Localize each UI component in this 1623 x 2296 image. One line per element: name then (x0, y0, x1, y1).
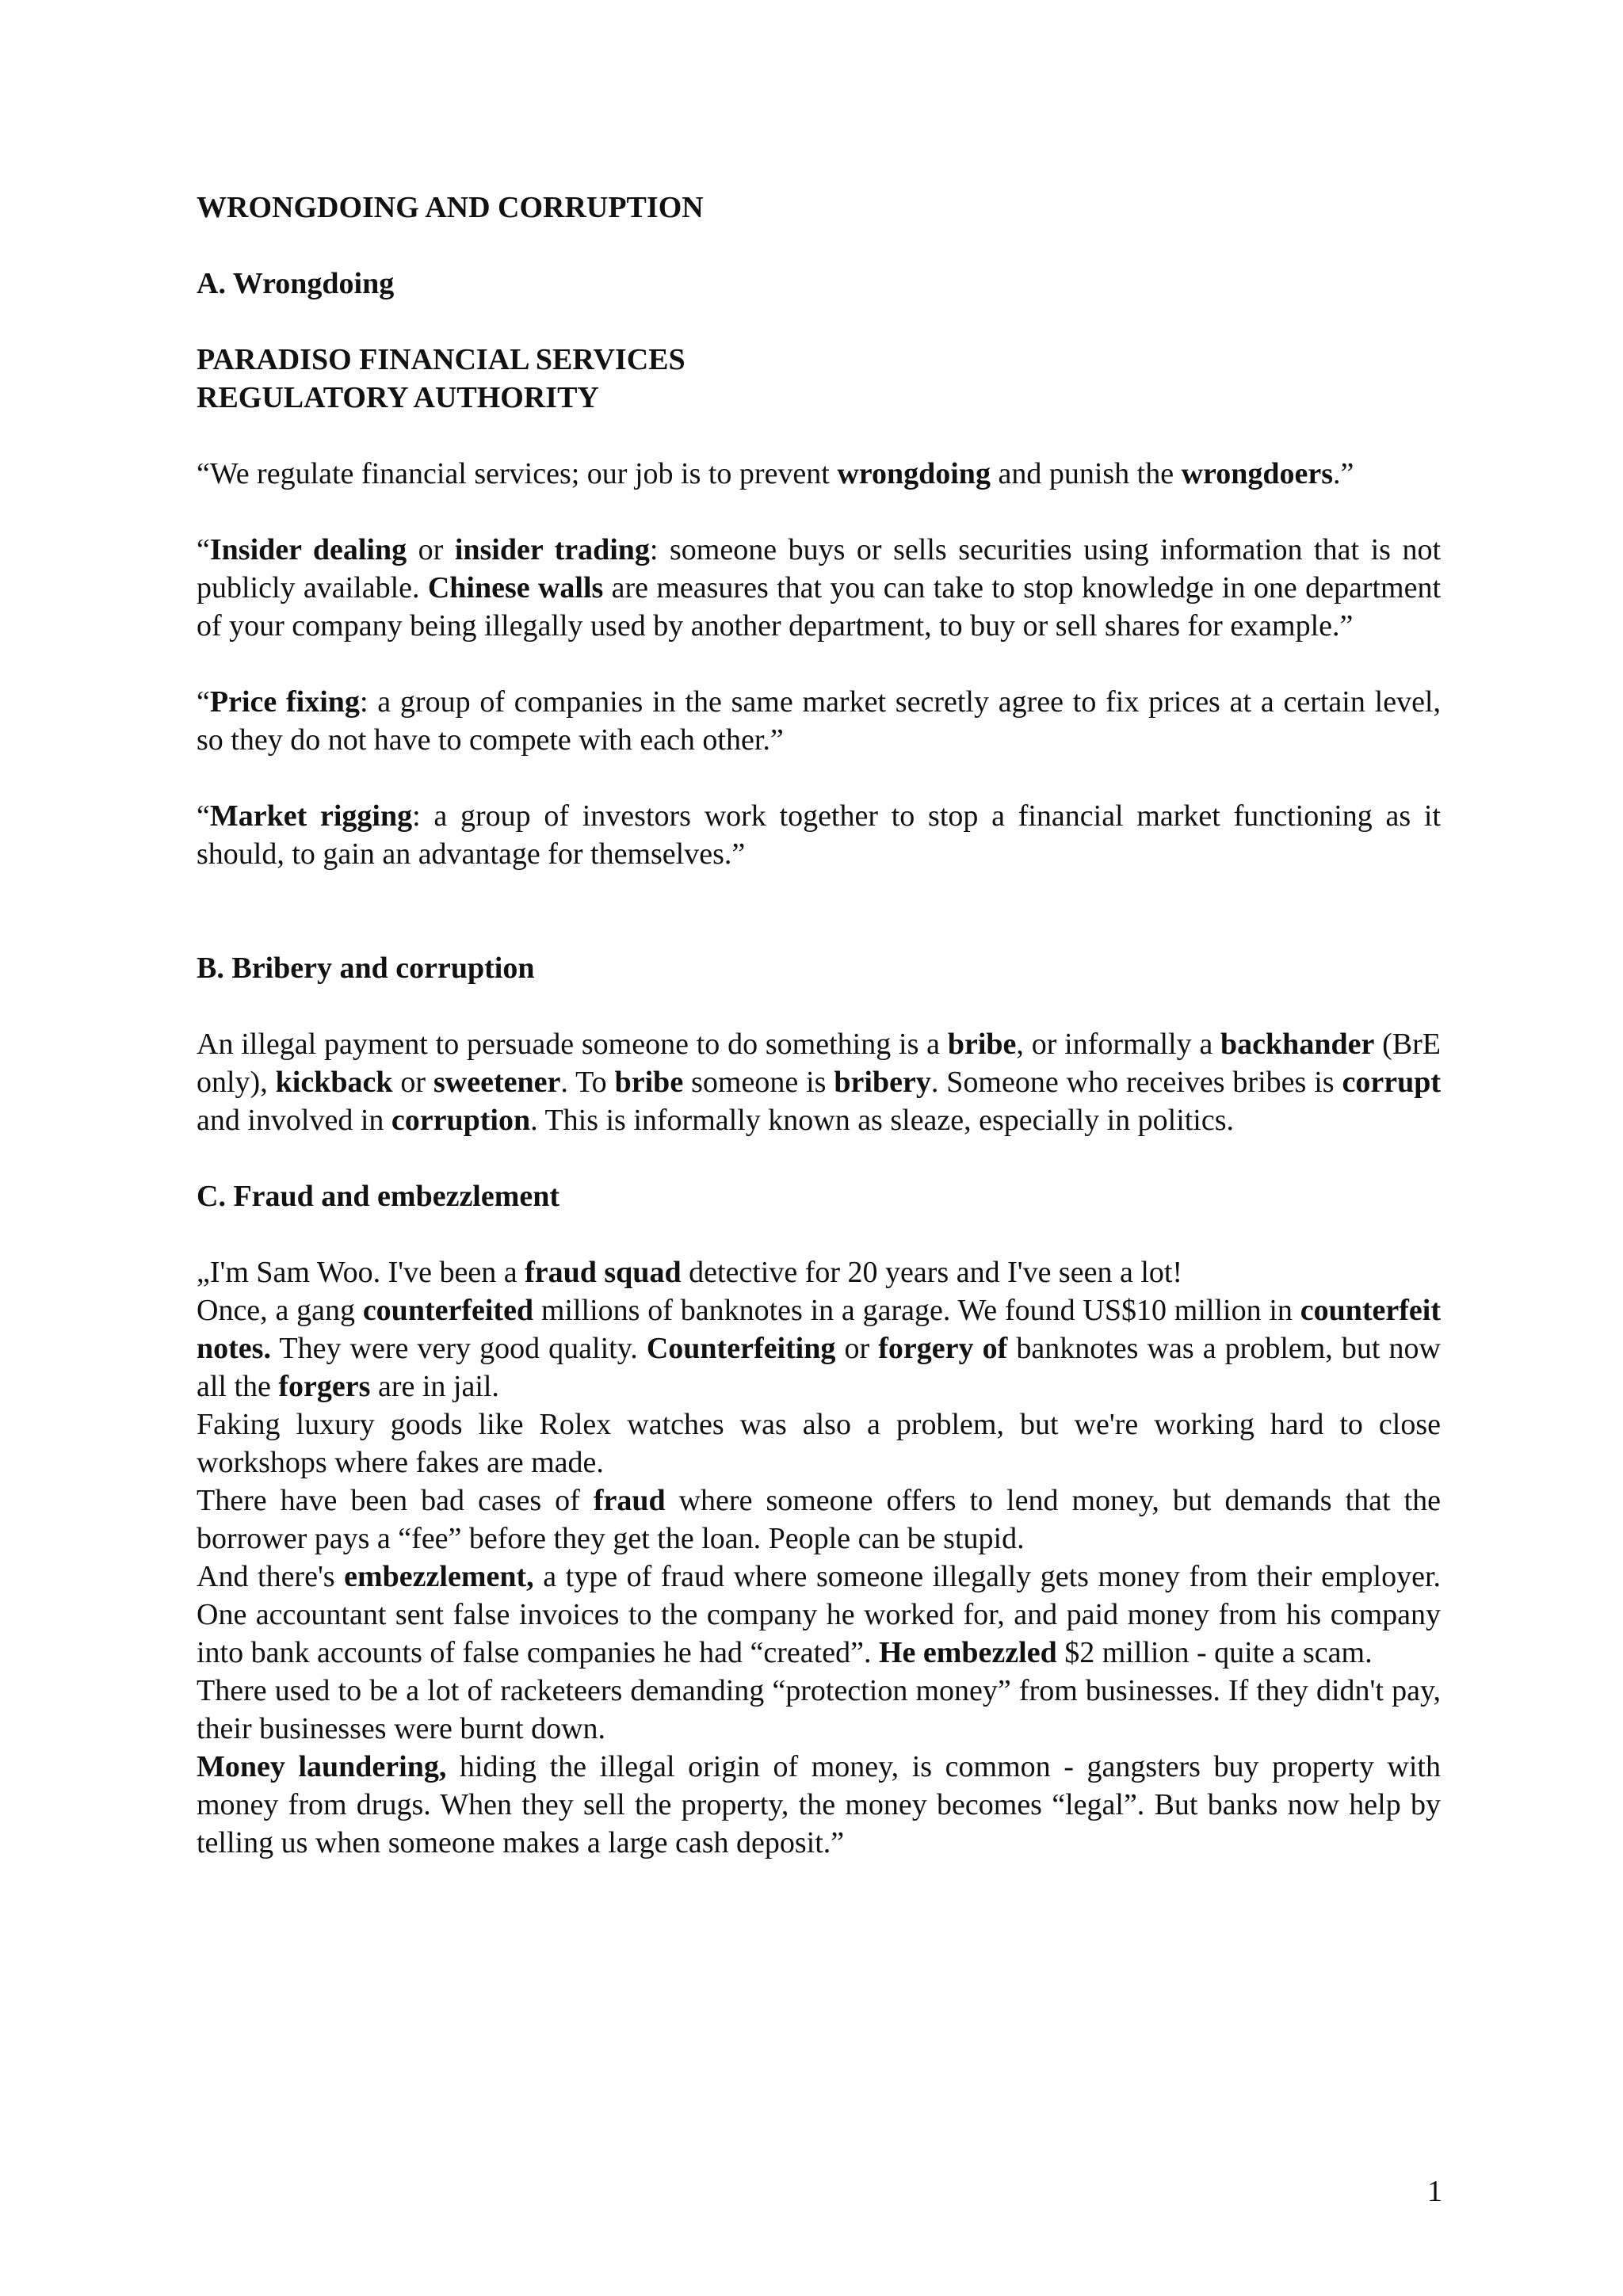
text-run: They were very good quality. (270, 1332, 647, 1365)
text-run: and punish the (990, 457, 1182, 490)
page-number: 1 (1427, 2175, 1442, 2208)
text-run: „I'm Sam Woo. I've been a (197, 1256, 525, 1289)
organization-name-line-1: PARADISO FINANCIAL SERVICES (197, 343, 685, 376)
term-corrupt: corrupt (1342, 1066, 1442, 1099)
term-insider-dealing: Insider dealing (209, 533, 407, 566)
term-kickback: kickback (275, 1066, 393, 1099)
term-forgers: forgers (278, 1370, 371, 1403)
term-backhander: backhander (1220, 1028, 1375, 1061)
term-insider-trading: insider trading (454, 533, 650, 566)
term-embezzlement: embezzlement, (344, 1560, 534, 1593)
text-run: and involved in (197, 1104, 391, 1137)
quote-regulation (197, 455, 1441, 493)
text-run: , or informally a (1016, 1028, 1221, 1061)
text-run: $2 million - quite a scam. (1056, 1636, 1373, 1669)
text-run: or (835, 1332, 879, 1365)
term-fraud-squad: fraud squad (525, 1256, 682, 1289)
term-wrongdoing: wrongdoing (837, 457, 991, 490)
section-c-heading: C. Fraud and embezzlement (197, 1180, 560, 1213)
term-forgery: forgery of (878, 1332, 1008, 1365)
term-he-embezzled: He embezzled (878, 1636, 1057, 1669)
text-run: . To (560, 1066, 615, 1099)
term-bribe: bribe (947, 1028, 1017, 1061)
term-bribe-verb: bribe (614, 1066, 684, 1099)
fraud-narrative (197, 1253, 1441, 1862)
text-run: Once, a gang (197, 1294, 363, 1327)
organization-name-line-2: REGULATORY AUTHORITY (197, 381, 599, 414)
term-counterfeit-notes: counterfeit notes. (197, 1294, 1441, 1365)
term-corruption: corruption (391, 1104, 531, 1137)
narrative-counterfeiting (197, 1291, 1441, 1405)
text-run: : a group of companies in the same market secretly agree to fix prices at a certain level, so they do not have to compete with each other.” (197, 685, 1441, 757)
text-run: where someone offers to lend money, but demands that the borrower pays a “fee” before they get the loan. People can be stupid. (197, 1484, 1441, 1555)
term-market-rigging: Market rigging (209, 799, 413, 833)
narrative-fraud (197, 1482, 1441, 1558)
term-sweetener: sweetener (433, 1066, 561, 1099)
term-counterfeited: counterfeited (362, 1294, 534, 1327)
text-run: “ (197, 799, 210, 833)
text-run: “ (197, 685, 210, 719)
quote-market-rigging (197, 797, 1441, 873)
text-run: . This is informally known as sleaze, especially in politics. (530, 1104, 1235, 1137)
term-price-fixing: Price fixing (209, 685, 360, 719)
text-run: : someone buys or sells securities using information that is not publicly available. (197, 533, 1441, 605)
narrative-intro (197, 1253, 1441, 1291)
text-run: An illegal payment to persuade someone to do something is a (197, 1028, 948, 1061)
text-run: detective for 20 years and I've seen a lot! (681, 1256, 1183, 1289)
section-b-heading: B. Bribery and corruption (197, 952, 535, 985)
text-run: There have been bad cases of (197, 1484, 594, 1517)
term-fraud: fraud (593, 1484, 666, 1517)
quote-insider-dealing (197, 531, 1441, 645)
text-run: millions of banknotes in a garage. We found US$10 million in (533, 1294, 1300, 1327)
text-run: And there's (197, 1560, 345, 1593)
document-page (197, 189, 1441, 1862)
text-run: (BrE only), (197, 1028, 1441, 1099)
text-run: or (392, 1066, 434, 1099)
section-a-heading: A. Wrongdoing (197, 267, 395, 300)
text-run: banknotes was a problem, but now all the (197, 1332, 1442, 1403)
bribery-paragraph (197, 1025, 1441, 1139)
document-title: WRONGDOING AND CORRUPTION (197, 191, 704, 224)
text-run: a type of fraud where someone illegally gets money from their employer. One accountant sent false invoices to the company he worked for, and paid money from his company into bank accounts of false companies he had “created”. (197, 1560, 1441, 1669)
term-wrongdoers: wrongdoers (1181, 457, 1334, 490)
narrative-fakes: Faking luxury goods like Rolex watches was also a problem, but we're working hard to close workshops where fakes are made. (197, 1408, 1441, 1479)
text-run: : a group of investors work together to stop a financial market functioning as it should, to gain an advantage for themselves.” (197, 799, 1441, 871)
text-run: .” (1333, 457, 1354, 490)
term-bribery: bribery (834, 1066, 931, 1099)
text-run: hiding the illegal origin of money, is common - gangsters buy property with money from drugs. When they sell the property, the money becomes “legal”. But banks now help by telling us when someone makes a large cash deposit.” (197, 1750, 1441, 1859)
narrative-money-laundering (197, 1748, 1441, 1862)
term-money-laundering: Money laundering, (197, 1750, 447, 1783)
text-run: someone is (683, 1066, 834, 1099)
narrative-embezzlement (197, 1558, 1441, 1672)
organization-name (197, 341, 1441, 417)
text-run: are in jail. (370, 1370, 499, 1403)
quote-price-fixing (197, 683, 1441, 759)
narrative-racketeers: There used to be a lot of racketeers demanding “protection money” from businesses. If they didn't pay, their businesses were burnt down. (197, 1674, 1441, 1745)
text-run: are measures that you can take to stop knowledge in one department of your company being illegally used by another department, to buy or sell shares for example.” (197, 571, 1442, 643)
term-chinese-walls: Chinese walls (427, 571, 604, 605)
text-run: . Someone who receives bribes is (930, 1066, 1342, 1099)
text-run: “We regulate financial services; our job is to prevent (197, 457, 838, 490)
text-run: “ (197, 533, 210, 566)
text-run: or (407, 533, 455, 566)
term-counterfeiting: Counterfeiting (646, 1332, 836, 1365)
